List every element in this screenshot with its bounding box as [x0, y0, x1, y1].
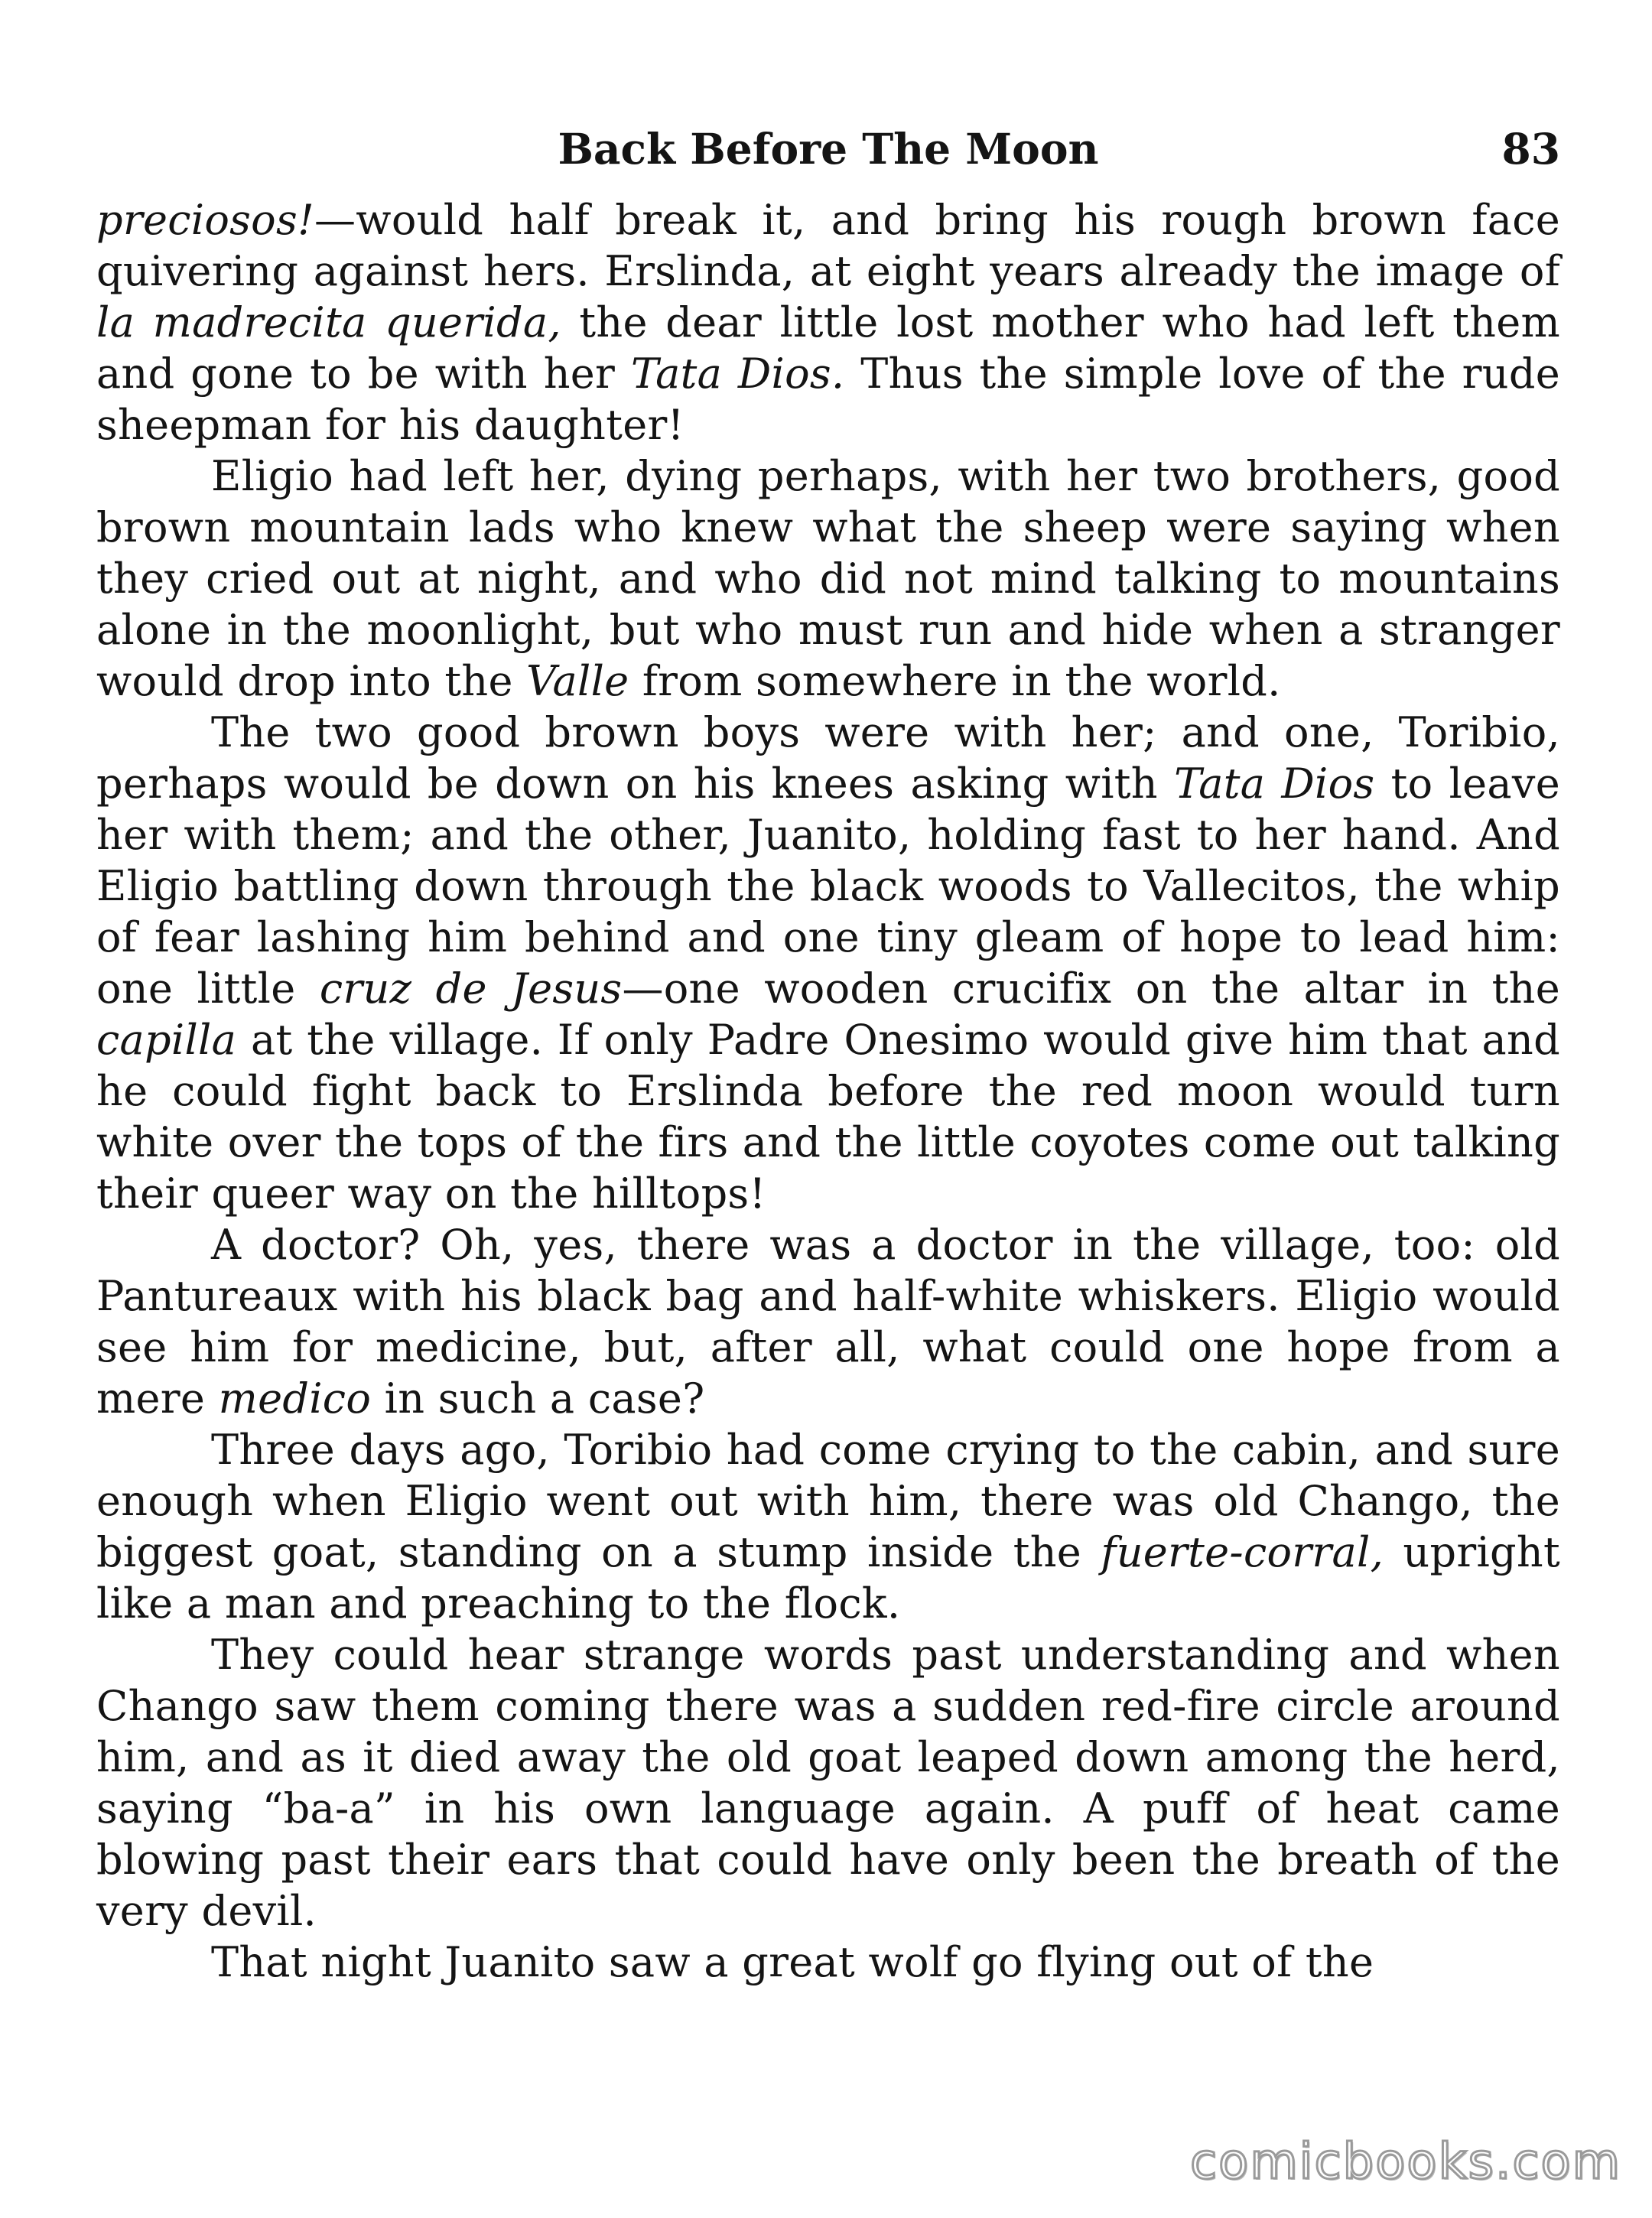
italic-text: medico: [218, 1374, 372, 1423]
running-title: Back Before The Moon: [558, 124, 1099, 174]
body-text: [96, 194, 1560, 1988]
text-run: Three days ago, Toribio had come crying to the cabin, and sure enough when Eligio went out with him, there was old Chango, the biggest goat, standing on a stump inside the: [96, 1426, 1560, 1576]
text-run: —one wooden crucifix on the altar in the: [622, 964, 1561, 1013]
text-run: Eligio had left her, dying perhaps, with her two brothers, good brown mountain lads who knew what the sheep were saying when they cried out at night, and who did not mind talking to mountains alone in the moonlight, but who must run and hide when a stranger would drop into the: [96, 452, 1560, 705]
italic-text: preciosos!: [96, 196, 314, 244]
italic-text: Tata Dios: [1174, 759, 1375, 808]
book-page: [96, 115, 1560, 1988]
text-run: at the village. If only Padre Onesimo would give him that and he could fight back to Erslinda before the red moon would turn white over the tops of the firs and the little coyotes come out talking their queer way on the hilltops!: [96, 1016, 1560, 1218]
watermark-logo: comicbooks.com: [1189, 2134, 1621, 2190]
italic-text: cruz de Jesus: [319, 964, 623, 1013]
italic-text: la madrecita querida,: [96, 298, 561, 346]
italic-text: Valle: [526, 657, 629, 705]
paragraph: [96, 194, 1560, 450]
text-run: upright like a man and preaching to the flock.: [96, 1528, 1560, 1628]
page-number: 83: [1501, 124, 1560, 174]
text-run: Thus the simple love of the rude sheepman for his daughter!: [96, 350, 1560, 449]
running-header: [96, 115, 1560, 184]
text-run: That night Juanito saw a great wolf go flying out of the: [211, 1938, 1374, 1986]
paragraph: [96, 707, 1560, 1219]
paragraph: [96, 450, 1560, 707]
italic-text: capilla: [96, 1016, 237, 1064]
text-run: —would half break it, and bring his rough brown face quivering against hers. Erslinda, at eight years already the image of: [96, 196, 1560, 295]
paragraph: [96, 1937, 1560, 1988]
text-run: The two good brown boys were with her; and one, Toribio, perhaps would be down on his knees asking with: [96, 708, 1560, 808]
italic-text: Tata Dios.: [630, 350, 845, 398]
text-run: They could hear strange words past understanding and when Chango saw them coming there was a sudden red-fire circle around him, and as it died away the old goat leaped down among the herd, saying “ba-a” in his own language again. A puff of heat came blowing past their ears that could have only been the breath of the very devil.: [96, 1631, 1560, 1935]
paragraph: [96, 1424, 1560, 1629]
italic-text: fuerte-corral,: [1101, 1528, 1384, 1576]
text-run: in such a case?: [371, 1374, 705, 1423]
text-run: A doctor? Oh, yes, there was a doctor in the village, too: old Pantureaux with his black bag and half-white whiskers. Eligio would see him for medicine, but, after all, what could one hope from a mere: [96, 1221, 1560, 1423]
text-run: from somewhere in the world.: [629, 657, 1281, 705]
paragraph: [96, 1629, 1560, 1937]
text-run: to leave her with them; and the other, Juanito, holding fast to her hand. And Eligio battling down through the black woods to Vallecitos, the whip of fear lashing him behind and one tiny gleam of hope to lead him: one little: [96, 759, 1560, 1013]
paragraph: [96, 1219, 1560, 1424]
text-run: the dear little lost mother who had left them and gone to be with her: [96, 298, 1560, 398]
